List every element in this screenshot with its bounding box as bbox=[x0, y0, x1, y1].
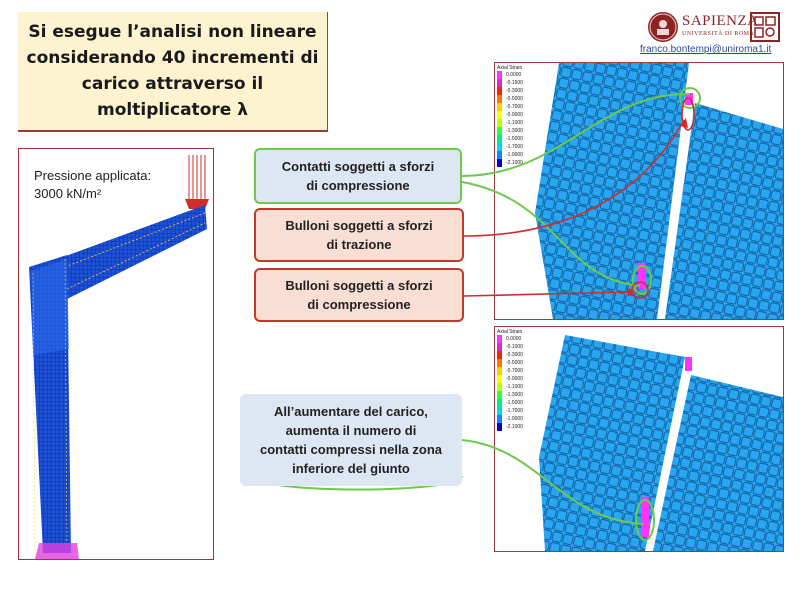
legend-value: -1.7000 bbox=[506, 144, 523, 150]
legend-value: -1.5000 bbox=[506, 136, 523, 142]
legend-value: -2.1000 bbox=[506, 160, 523, 166]
author-email[interactable]: franco.bontempi@uniroma1.it bbox=[640, 44, 772, 55]
legend-value: -0.3000 bbox=[506, 88, 523, 94]
legend-value: -0.5000 bbox=[506, 360, 523, 366]
red-connectors bbox=[464, 98, 694, 298]
callout-load-increase: All’aumentare del carico, aumenta il numero di contatti compressi nella zona inferiore del giunto bbox=[240, 394, 462, 486]
callout-contacts-compression: Contatti soggetti a sforzi di compressione bbox=[254, 148, 462, 204]
legend-value: -1.5000 bbox=[506, 400, 523, 406]
legend-value: -0.9000 bbox=[506, 376, 523, 382]
arrow-bolts-compression bbox=[464, 292, 630, 296]
pressure-label: Pressione applicata: 3000 kN/m² bbox=[34, 168, 152, 201]
legend-value: -2.1000 bbox=[506, 424, 523, 430]
legend-value: -0.9000 bbox=[506, 112, 523, 118]
legend-value: -0.1500 bbox=[506, 80, 523, 86]
legend-value: -0.7000 bbox=[506, 368, 523, 374]
arrow-load-increase bbox=[462, 440, 644, 524]
legend-value: -1.3000 bbox=[506, 128, 523, 134]
legend-value: -1.7000 bbox=[506, 408, 523, 414]
legend-value: -0.1000 bbox=[506, 344, 523, 350]
legend-value: -1.1000 bbox=[506, 120, 523, 126]
slide-title: Si esegue l’analisi non lineare considerando 40 incrementi di carico attraverso il moltiplicatore λ bbox=[26, 22, 319, 120]
legend-title: Axial Strain bbox=[497, 329, 523, 335]
arrow-contacts-top bbox=[462, 94, 690, 176]
ring-load-increase bbox=[636, 500, 654, 540]
legend-value: 0.0000 bbox=[506, 336, 522, 342]
legend-value: -1.9000 bbox=[506, 152, 523, 158]
legend-title: Axial Strain bbox=[497, 65, 523, 71]
legend-value: 0.0000 bbox=[506, 72, 522, 78]
legend-value: -1.3000 bbox=[506, 392, 523, 398]
legend-value: -1.1000 bbox=[506, 384, 523, 390]
legend-value: -0.7000 bbox=[506, 104, 523, 110]
callout-bolts-compression: Bulloni soggetti a sforzi di compressione bbox=[254, 268, 464, 322]
legend-value: -0.5000 bbox=[506, 96, 523, 102]
ring-bolts-compression bbox=[632, 282, 648, 298]
logo-subtitle: UNIVERSITÀ DI ROMA bbox=[682, 31, 755, 37]
legend-value: -0.3000 bbox=[506, 352, 523, 358]
callout-bolts-tension: Bulloni soggetti a sforzi di trazione bbox=[254, 208, 464, 262]
logo-name: SAPIENZA bbox=[682, 13, 759, 29]
legend-value: -1.9000 bbox=[506, 416, 523, 422]
